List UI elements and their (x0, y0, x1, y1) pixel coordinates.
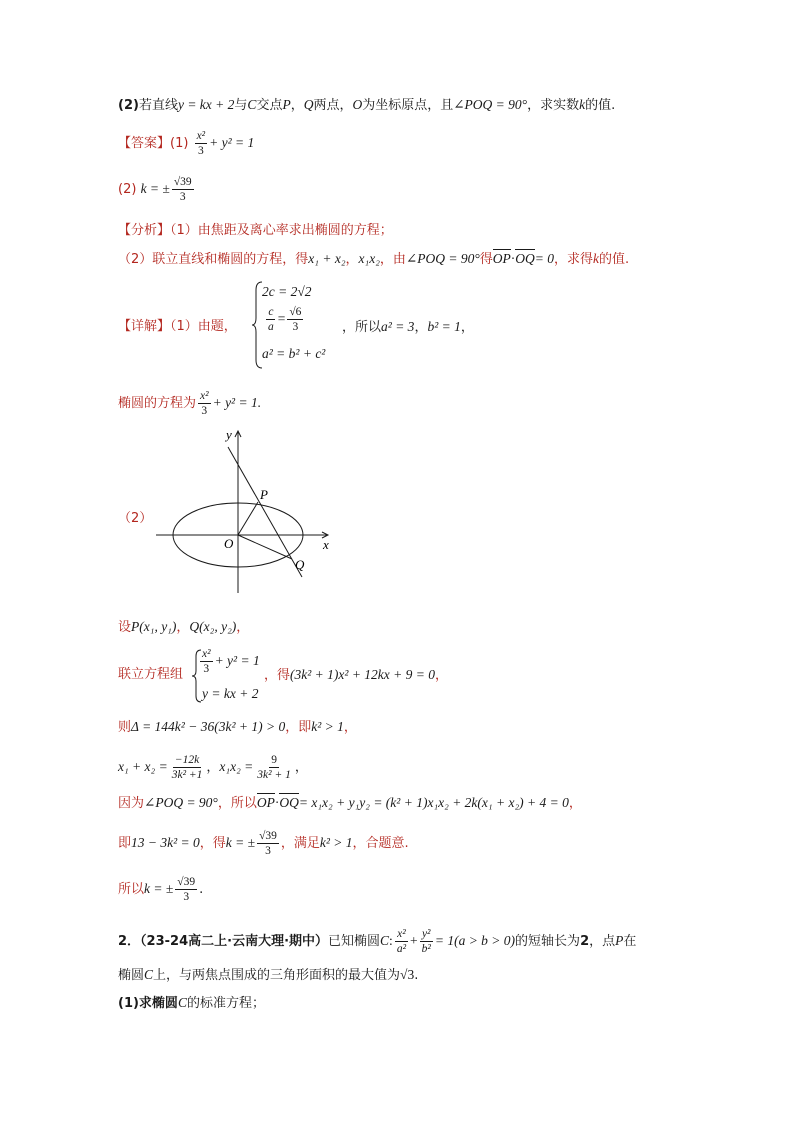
angle-poq: ∠POQ = 90° (453, 97, 528, 112)
ellipse-c: C (177, 995, 187, 1010)
k-value: k = ± (144, 881, 174, 897)
analysis-line-1 (118, 224, 393, 237)
figure-part-label: （2） (118, 511, 153, 526)
x-axis-label: x (323, 537, 329, 552)
fraction-numerator: x² (200, 648, 213, 662)
dot-product-line: 因为∠POQ = 90°，所以OP·OQ= x₁x₂ + y₁y₂ = (k² + 1)x₁x₂ + 2k(x₁ + x₂) + 4 = 0， (118, 795, 582, 811)
ellipse-rest: + y² = 1. (212, 395, 262, 411)
segment-op (238, 502, 258, 535)
analysis-text: （2）联立直线和椭圆的方程，得 (118, 252, 309, 267)
text: ，合题意. (352, 836, 409, 852)
text: 所以 (118, 882, 145, 898)
text: ，得 (264, 668, 291, 683)
fraction-numerator: √39 (172, 176, 194, 190)
text: ，求实数 (527, 98, 580, 113)
text: 两点， (313, 98, 353, 113)
fraction-denominator: 3k² +1 (171, 769, 203, 782)
fraction-denominator: 3 (179, 191, 186, 204)
fraction-numerator: y² (420, 928, 433, 942)
text: 若直线 (138, 98, 178, 113)
reduced-equation: 13 − 3k² = 0 (131, 835, 200, 851)
text: 上，与两焦点围成的三角形面积的最大值为 (153, 968, 401, 983)
detail-line (118, 320, 237, 333)
fraction-denominator: b² (421, 943, 431, 956)
segment-oq (238, 535, 292, 559)
separator: ， (176, 620, 190, 635)
problem2-line-2 (118, 968, 418, 982)
point-q-label: Q (295, 557, 305, 572)
angle-expr: ∠POQ = 90° (144, 795, 218, 810)
fraction-numerator: c (266, 306, 275, 320)
answer-label: 【答案】 (118, 136, 171, 152)
vieta-line: x₁ + x₂ = $\frac{-12k}{\text{3k² +1}}$ ，x₁x₂ = $\frac{9}{\text{3k² + 1}}$ ， (118, 754, 308, 782)
fraction-denominator: 3 (265, 845, 271, 858)
fraction-denominator: 3 (203, 663, 210, 676)
joint-eq-1 (200, 648, 260, 675)
detail-label: 【详解】 (118, 319, 171, 334)
curve-c: C (247, 97, 257, 112)
var-k: k (593, 251, 600, 266)
problem2-line-1 (118, 928, 636, 955)
fraction-numerator: x² (395, 928, 408, 942)
minor-axis-value: 2 (580, 934, 590, 950)
answer-k: k = ± (140, 181, 170, 197)
prod-lhs: x₁x₂ = (219, 759, 254, 775)
text: ，所以 (217, 796, 257, 811)
problem2-q1 (118, 996, 265, 1010)
text: ，所以 (342, 320, 382, 335)
detail-intro: （1）由题， (170, 319, 237, 334)
sum-expr: x₁ + x₂ (308, 251, 346, 266)
text: 的值. (585, 98, 616, 113)
set-text: 设 (118, 620, 132, 635)
question-label: (1)求椭圆 (118, 996, 178, 1011)
fraction-denominator: 3 (197, 145, 204, 158)
fraction-denominator: a (268, 321, 274, 334)
analysis-text: ，由 (379, 252, 406, 267)
text: ，点 (589, 934, 616, 950)
point-p-coords: P(x₁, y₁) (131, 619, 177, 634)
separator: ， (345, 252, 359, 267)
vector-oq: OQ (515, 251, 535, 266)
joint-result-line (264, 668, 448, 682)
system-eq-1: 2c = 2√2 (262, 284, 312, 299)
ellipse-condition: = 1(a > b > 0) (434, 933, 516, 949)
answer-k-fraction (172, 176, 194, 203)
point-q-coords: Q(x₂, y₂) (189, 619, 237, 634)
prod-expr: x₁x₂ (358, 251, 380, 266)
point-p: P (615, 933, 624, 949)
text: 的标准方程； (186, 996, 265, 1011)
vector-op: OP (492, 251, 511, 266)
k-condition: k² > 1 (311, 719, 344, 734)
joint-label: 联立方程组 (118, 667, 184, 682)
text: ，得 (199, 836, 226, 852)
vector-op: OP (256, 795, 275, 810)
fraction-denominator: 3 (201, 405, 208, 418)
problem-source: （23-24高二上·云南大理·期中） (140, 934, 329, 950)
text: . (199, 882, 204, 898)
joint-eq-2: y = kx + 2 (202, 686, 259, 701)
dot-eq: = 0 (534, 251, 555, 266)
fraction-denominator: 3 (183, 891, 190, 904)
ellipse-equation-line (118, 390, 261, 417)
delta-line (118, 720, 357, 734)
quadratic-equation: (3k² + 1)x² + 12kx + 9 = 0 (290, 667, 436, 682)
line-equation: y = kx + 2 (177, 97, 235, 112)
text: . (414, 968, 419, 983)
text: ，满足 (280, 836, 320, 852)
text: 在 (623, 934, 637, 950)
var-k: k (579, 97, 586, 112)
fraction-numerator: √39 (175, 876, 197, 890)
analysis-line-2: （2）联立直线和椭圆的方程，得x₁ + x₂，x₁x₂，由∠POQ = 90°得OP·OQ= 0，求得k的值. (118, 251, 630, 267)
answer-part1-label: (1) (170, 136, 189, 152)
detail-result: ，所以a² = 3，b² = 1， (342, 319, 474, 335)
dot-expansion: = x₁x₂ + y₁y₂ = (k² + 1)x₁x₂ + 2k(x₁ + x₂) + 4 = 0 (298, 795, 569, 810)
fraction-denominator: 3 (292, 321, 299, 334)
answer-line-2 (118, 176, 196, 203)
origin-label: O (224, 536, 234, 551)
line-l (228, 447, 302, 577)
y-axis-label: y (226, 427, 232, 442)
colon: : (389, 933, 393, 949)
analysis-label: 【分析】 (118, 223, 171, 238)
angle-expr: ∠POQ = 90° (405, 251, 480, 266)
detail-system (252, 280, 342, 370)
part-label: (2) (118, 98, 139, 113)
answer-equation-rest: + y² = 1 (209, 135, 255, 151)
equals: = (277, 311, 286, 327)
sum-lhs: x₁ + x₂ = (118, 759, 168, 775)
answer-part2-label: (2) (118, 182, 137, 198)
text: 则 (118, 720, 132, 735)
separator: ， (236, 620, 250, 635)
fraction-denominator: a² (396, 943, 407, 956)
answer-fraction (195, 130, 208, 157)
analysis-text: 得 (479, 252, 493, 267)
joint-system (192, 648, 272, 704)
text: 与 (234, 98, 248, 113)
text: 即 (118, 836, 132, 852)
system-eq-2 (264, 306, 305, 333)
text: 已知椭圆 (328, 934, 381, 950)
k-condition: k² > 1 (319, 835, 353, 851)
solve-k-line (118, 830, 409, 857)
text: 因为 (118, 796, 145, 811)
text: 椭圆 (118, 968, 145, 983)
set-points-line (118, 620, 249, 634)
plus: + (410, 933, 418, 949)
text: ， (343, 720, 357, 735)
system-eq-3: a² = b² + c² (262, 346, 326, 361)
a-squared: a² = 3 (381, 319, 415, 334)
vector-oq: OQ (279, 795, 299, 810)
ellipse-c: C (380, 933, 390, 949)
text: ， (290, 98, 304, 113)
ellipse-prefix: 椭圆的方程为 (118, 396, 197, 412)
text: ， (435, 668, 449, 683)
analysis-text: 的值. (599, 252, 630, 267)
text: ， (568, 796, 582, 811)
analysis-text: ，求得 (554, 252, 594, 267)
analysis-text-1: （1）由焦距及离心率求出椭圆的方程； (170, 223, 393, 238)
fraction-numerator: √39 (257, 830, 279, 844)
point-p-label: P (260, 487, 268, 502)
k-value: k = ± (225, 835, 256, 851)
sqrt-3: √3 (400, 967, 415, 982)
point-q: Q (303, 97, 314, 112)
point-p: P (282, 97, 291, 112)
text: 交点 (256, 98, 283, 113)
text: 为坐标原点，且 (362, 98, 454, 113)
ellipse-figure (150, 425, 370, 595)
eq-rest: + y² = 1 (214, 653, 260, 669)
answer-line-1 (118, 130, 254, 157)
fraction-denominator: 3k² + 1 (257, 769, 291, 782)
fraction-numerator: x² (195, 130, 208, 144)
final-answer-line (118, 876, 203, 903)
delta-inequality: Δ = 144k² − 36(3k² + 1) > 0 (131, 719, 286, 734)
ellipse-c: C (144, 967, 154, 982)
fraction-numerator: x² (198, 390, 211, 404)
b-squared: b² = 1 (427, 319, 461, 334)
point-o: O (352, 97, 363, 112)
problem-part2 (118, 98, 615, 112)
text: ，即 (285, 720, 312, 735)
fraction-numerator: −12k (173, 754, 201, 768)
text: 的短轴长为 (515, 934, 581, 950)
problem-number: 2． (118, 934, 141, 950)
fraction-numerator: √6 (287, 306, 303, 320)
fraction-numerator: 9 (269, 754, 279, 768)
